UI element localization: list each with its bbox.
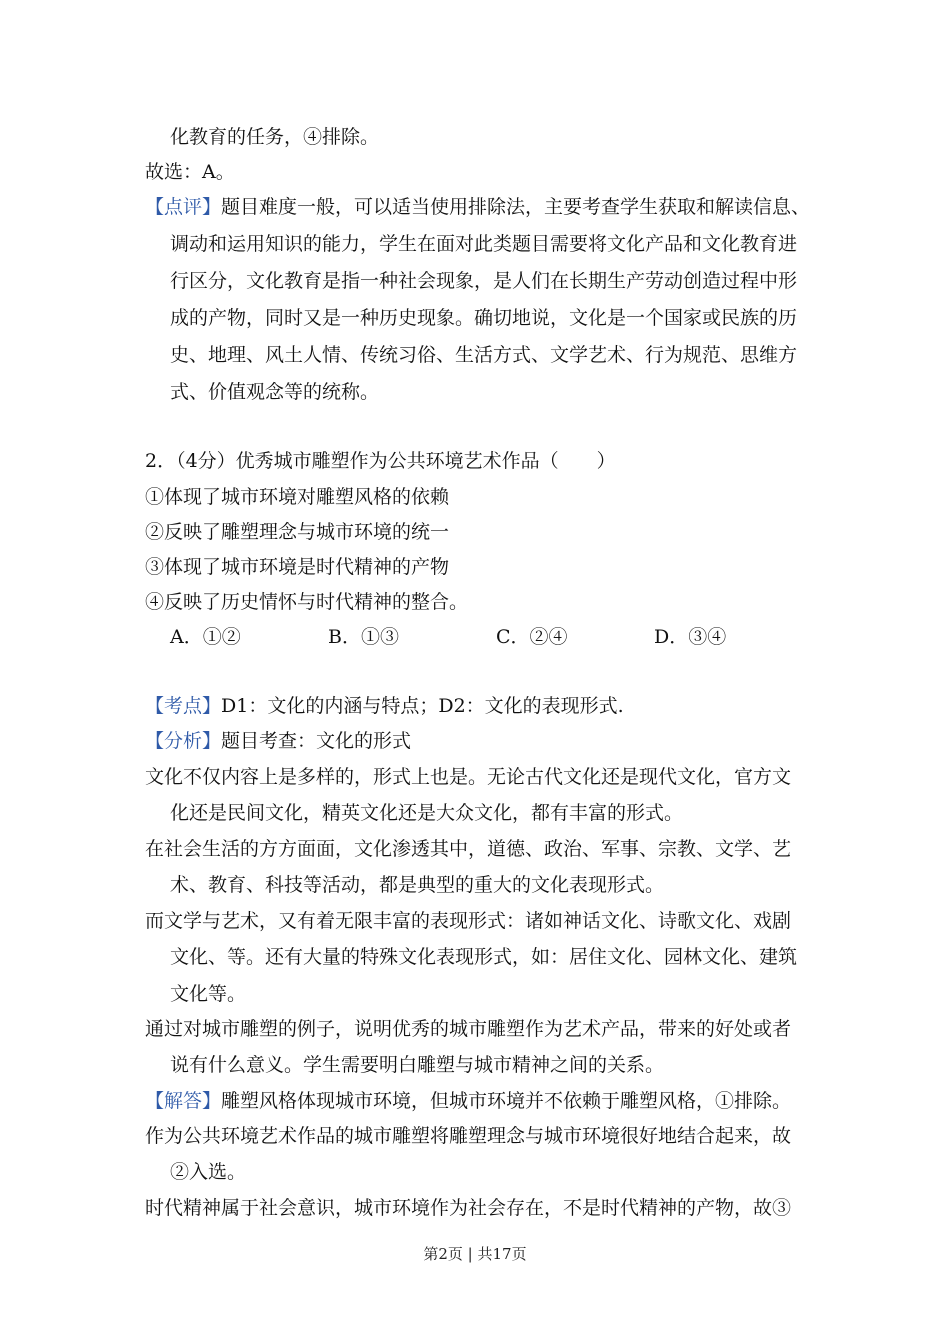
analysis-p4-line-2: 说有什么意义。学生需要明白雕塑与城市精神之间的关系。 — [170, 1054, 665, 1076]
prev-comment-line-2: 调动和运用知识的能力，学生在面对此类题目需要将文化产品和文化教育进 — [170, 233, 798, 255]
analysis-p1-line-1: 文化不仅内容上是多样的，形式上也是。无论古代文化还是现代文化，官方文 — [145, 766, 792, 788]
kaodian-line — [145, 693, 624, 719]
jieda-tag: 【解答】 — [145, 1090, 222, 1112]
page-footer: 第2页 | 共17页 — [423, 1245, 527, 1263]
prev-comment-line-6: 式、价值观念等的统称。 — [170, 381, 380, 403]
question-stem: 2．（4分）优秀城市雕塑作为公共环境艺术作品（ ） — [145, 450, 616, 472]
statement-3: ③体现了城市环境是时代精神的产物 — [145, 556, 450, 578]
prev-comment-line-5: 史、地理、风土人情、传统习俗、生活方式、文学艺术、行为规范、思维方 — [170, 344, 798, 366]
analysis-p3-line-2: 文化、等。还有大量的特殊文化表现形式，如：居住文化、园林文化、建筑 — [170, 946, 798, 968]
analysis-p2-line-2: 术、教育、科技等活动，都是典型的重大的文化表现形式。 — [170, 874, 665, 896]
jieda-line — [145, 1088, 791, 1114]
comment-text-1: 题目难度一般，可以适当使用排除法，主要考查学生获取和解读信息、 — [221, 196, 811, 218]
kaodian-text: D1：文化的内涵与特点；D2：文化的表现形式. — [221, 695, 624, 717]
analysis-p5-line-1: 作为公共环境艺术作品的城市雕塑将雕塑理念与城市环境很好地结合起来，故 — [145, 1125, 792, 1147]
analysis-p6-line-1: 时代精神属于社会意识，城市环境作为社会存在，不是时代精神的产物，故③ — [145, 1197, 792, 1219]
statement-1: ①体现了城市环境对雕塑风格的依赖 — [145, 486, 450, 508]
statement-2: ②反映了雕塑理念与城市环境的统一 — [145, 521, 450, 543]
analysis-p1-line-2: 化还是民间文化，精英文化还是大众文化，都有丰富的形式。 — [170, 802, 684, 824]
comment-tag: 【点评】 — [145, 196, 222, 218]
analysis-p4-line-1: 通过对城市雕塑的例子，说明优秀的城市雕塑作为艺术产品，带来的好处或者 — [145, 1018, 792, 1040]
fenxi-line — [145, 728, 411, 754]
prev-comment-line-1 — [145, 194, 810, 220]
analysis-p2-line-1: 在社会生活的方方面面，文化渗透其中，道德、政治、军事、宗教、文学、艺 — [145, 838, 792, 860]
option-d: D．③④ — [654, 626, 727, 648]
jieda-text: 雕塑风格体现城市环境，但城市环境并不依赖于雕塑风格，①排除。 — [221, 1090, 792, 1112]
option-b: B．①③ — [328, 626, 399, 648]
prev-answer: 故选：A。 — [145, 161, 235, 183]
statement-4: ④反映了历史情怀与时代精神的整合。 — [145, 591, 469, 613]
fenxi-text: 题目考查：文化的形式 — [221, 730, 412, 752]
fenxi-tag: 【分析】 — [145, 730, 222, 752]
analysis-p3-line-1: 而文学与艺术，又有着无限丰富的表现形式：诸如神话文化、诗歌文化、戏剧 — [145, 910, 792, 932]
analysis-p5-line-2: ②入选。 — [170, 1161, 247, 1183]
analysis-p3-line-3: 文化等。 — [170, 983, 247, 1005]
kaodian-tag: 【考点】 — [145, 695, 222, 717]
option-a: A．①② — [170, 626, 241, 648]
prev-comment-line-4: 成的产物，同时又是一种历史现象。确切地说，文化是一个国家或民族的历 — [170, 307, 798, 329]
prev-comment-line-3: 行区分，文化教育是指一种社会现象，是人们在长期生产劳动创造过程中形 — [170, 270, 798, 292]
prev-continuation-line: 化教育的任务，④排除。 — [170, 126, 380, 148]
option-c: C．②④ — [496, 626, 568, 648]
